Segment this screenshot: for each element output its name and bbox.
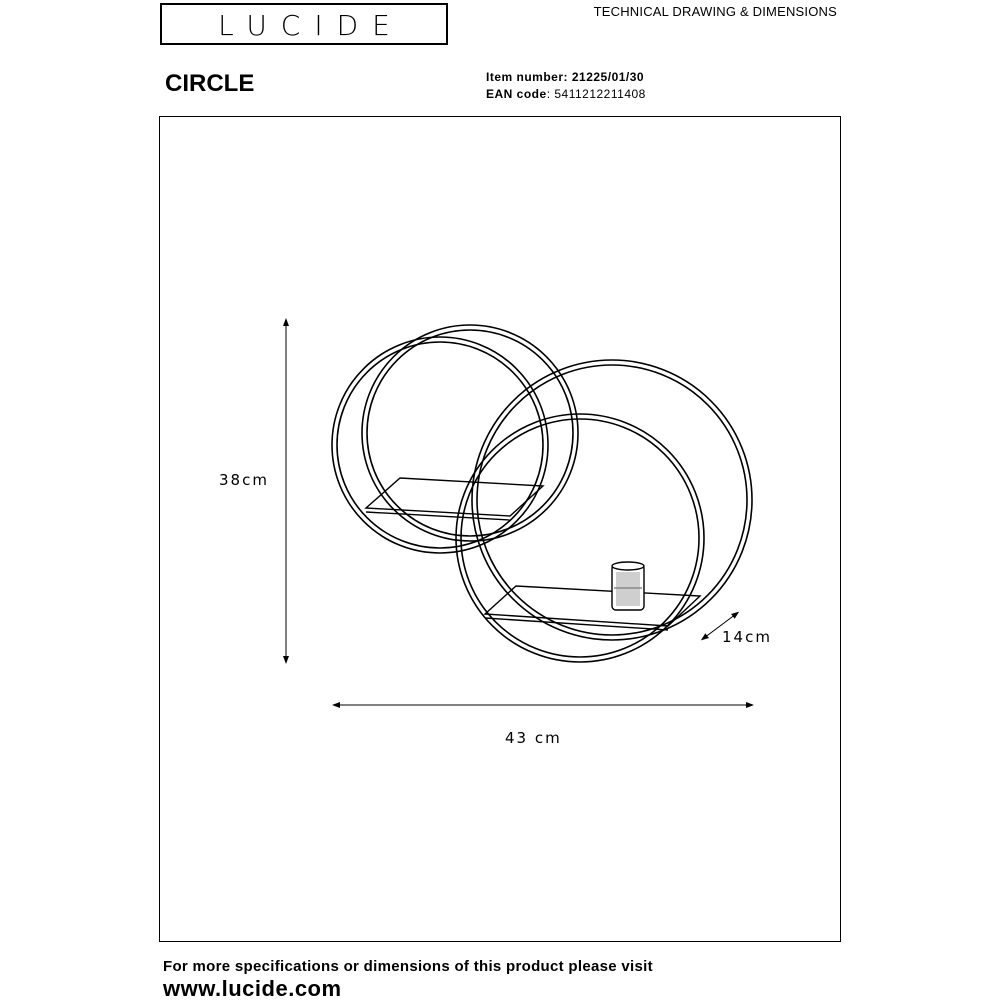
document-type: TECHNICAL DRAWING & DIMENSIONS bbox=[593, 4, 837, 19]
height-label: 38cm bbox=[219, 471, 269, 489]
logo-text: LUCIDE bbox=[218, 9, 404, 42]
item-number-value: 21225/01/30 bbox=[571, 70, 645, 84]
footer-link[interactable]: www.lucide.com bbox=[163, 976, 342, 1001]
item-number-row: Item number: 21225/01/30 bbox=[486, 70, 645, 84]
ean-label: EAN code bbox=[486, 87, 547, 101]
candle-holder bbox=[612, 562, 644, 610]
ean-row: EAN code: 5411212211408 bbox=[486, 87, 646, 101]
product-name: CIRCLE bbox=[165, 70, 255, 97]
width-label: 43 cm bbox=[505, 729, 562, 747]
footer-text: For more specifications or dimensions of this product please visit bbox=[163, 958, 653, 975]
item-number-label: Item number bbox=[486, 70, 564, 84]
depth-label: 14cm bbox=[722, 628, 772, 646]
ean-value: 5411212211408 bbox=[554, 87, 646, 101]
left-ring-front bbox=[332, 337, 548, 553]
left-ring bbox=[362, 325, 578, 541]
